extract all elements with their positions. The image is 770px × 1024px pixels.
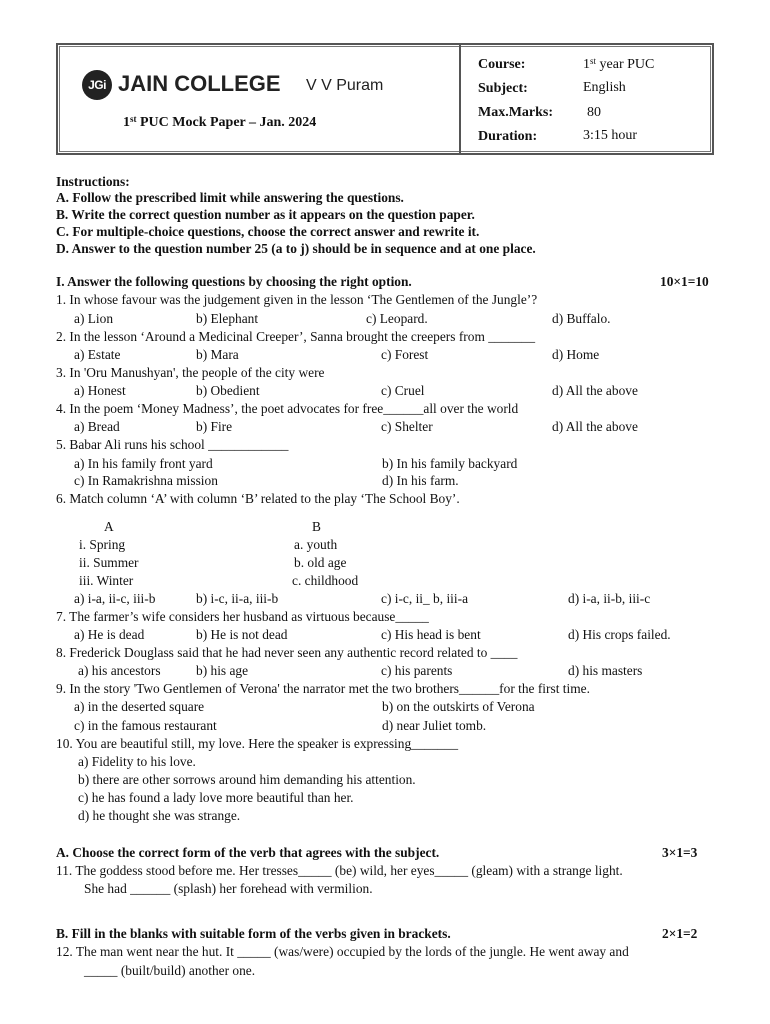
section-b-marks: 2×1=2 — [662, 926, 698, 941]
section-a-heading: A. Choose the correct form of the verb that agrees with the subject. — [56, 845, 440, 860]
subject-label: Subject: — [478, 81, 528, 96]
option-7c: c) His head is bent — [381, 627, 481, 642]
instruction-item: C. For multiple-choice questions, choose the correct answer and rewrite it. — [56, 224, 480, 239]
option-10b: b) there are other sorrows around him demanding his attention. — [78, 772, 416, 787]
option-5c: c) In Ramakrishna mission — [74, 473, 218, 488]
option-10a: a) Fidelity to his love. — [78, 754, 196, 769]
option-7d: d) His crops failed. — [568, 627, 671, 642]
option-2b: b) Mara — [196, 347, 239, 362]
question-3: 3. In 'Oru Manushyan', the people of the city were — [56, 365, 325, 380]
option-4a: a) Bread — [74, 419, 120, 434]
option-3a: a) Honest — [74, 383, 126, 398]
option-4b: b) Fire — [196, 419, 233, 434]
option-6c: c) i-c, ii_ b, iii-a — [381, 591, 469, 606]
instruction-item: D. Answer to the question number 25 (a to j) should be in sequence and at one place. — [56, 241, 536, 256]
option-3b: b) Obedient — [196, 383, 260, 398]
question-11: 11. The goddess stood before me. Her tresses_____ (be) wild, her eyes_____ (gleam) with a strange light. — [56, 863, 623, 878]
option-2c: c) Forest — [381, 347, 429, 362]
question-6: 6. Match column ‘A’ with column ‘B’ related to the play ‘The School Boy’. — [56, 491, 460, 506]
option-1b: b) Elephant — [196, 311, 259, 326]
option-3c: c) Cruel — [381, 383, 425, 398]
option-8c: c) his parents — [381, 663, 453, 678]
option-9b: b) on the outskirts of Verona — [382, 699, 535, 714]
question-7: 7. The farmer’s wife considers her husband as virtuous because_____ — [56, 609, 429, 624]
max-marks-label: Max.Marks: — [478, 105, 554, 120]
option-5b: b) In his family backyard — [382, 456, 518, 471]
option-2a: a) Estate — [74, 347, 121, 362]
option-10c: c) he has found a lady love more beautiful than her. — [78, 790, 354, 805]
option-3d: d) All the above — [552, 383, 638, 398]
option-6d: d) i-a, ii-b, iii-c — [568, 591, 651, 606]
question-9: 9. In the story 'Two Gentlemen of Verona' the narrator met the two brothers______for the first time. — [56, 681, 590, 696]
option-8d: d) his masters — [568, 663, 643, 678]
column-b-item: c. childhood — [292, 573, 359, 588]
max-marks-value: 80 — [587, 105, 601, 120]
option-6a: a) i-a, ii-c, iii-b — [74, 591, 156, 606]
option-8b: b) his age — [196, 663, 249, 678]
section-1-marks: 10×1=10 — [660, 274, 709, 289]
course-label: Course: — [478, 57, 526, 72]
option-7b: b) He is not dead — [196, 627, 288, 642]
column-b-item: b. old age — [294, 555, 347, 570]
question-8: 8. Frederick Douglass said that he had never seen any authentic record related to ____ — [56, 645, 518, 660]
question-5: 5. Babar Ali runs his school ____________ — [56, 437, 289, 452]
question-10: 10. You are beautiful still, my love. Here the speaker is expressing_______ — [56, 736, 459, 751]
duration-value: 3:15 hour — [583, 128, 638, 143]
question-11-continued: She had ______ (splash) her forehead with vermilion. — [84, 881, 373, 896]
option-10d: d) he thought she was strange. — [78, 808, 241, 823]
question-1: 1. In whose favour was the judgement given in the lesson ‘The Gentlemen of the Jungle’? — [56, 292, 538, 307]
question-4: 4. In the poem ‘Money Madness’, the poet advocates for free______all over the world — [56, 401, 519, 416]
question-2: 2. In the lesson ‘Around a Medicinal Creeper’, Sanna brought the creepers from _______ — [56, 329, 536, 344]
instruction-item: A. Follow the prescribed limit while answering the questions. — [56, 190, 404, 205]
option-4c: c) Shelter — [381, 419, 433, 434]
option-9d: d) near Juliet tomb. — [382, 718, 487, 733]
option-5a: a) In his family front yard — [74, 456, 213, 471]
section-1-heading: I. Answer the following questions by choosing the right option. — [56, 274, 412, 289]
college-campus: V V Puram — [306, 77, 384, 94]
option-4d: d) All the above — [552, 419, 638, 434]
option-2d: d) Home — [552, 347, 600, 362]
subject-value: English — [583, 80, 626, 95]
question-12: 12. The man went near the hut. It _____ (was/were) occupied by the lords of the jungle. He went away and — [56, 944, 629, 959]
header-divider — [459, 43, 461, 155]
instruction-item: B. Write the correct question number as it appears on the question paper. — [56, 207, 475, 222]
column-b-header: B — [312, 519, 321, 534]
option-9a: a) in the deserted square — [74, 699, 205, 714]
option-1d: d) Buffalo. — [552, 311, 611, 326]
column-a-item: ii. Summer — [79, 555, 139, 570]
column-a-item: i. Spring — [79, 537, 126, 552]
option-1a: a) Lion — [74, 311, 114, 326]
mock-paper-title: 1st PUC Mock Paper – Jan. 2024 — [123, 114, 317, 130]
course-value: 1st year PUC — [583, 56, 655, 72]
option-7a: a) He is dead — [74, 627, 145, 642]
question-12-continued: _____ (built/build) another one. — [84, 963, 256, 978]
section-b-heading: B. Fill in the blanks with suitable form of the verbs given in brackets. — [56, 926, 451, 941]
option-1c: c) Leopard. — [366, 311, 428, 326]
college-name: JAIN COLLEGE — [118, 71, 281, 96]
column-b-item: a. youth — [294, 537, 338, 552]
option-9c: c) in the famous restaurant — [74, 718, 217, 733]
section-a-marks: 3×1=3 — [662, 845, 698, 860]
column-a-header: A — [104, 519, 114, 534]
option-8a: a) his ancestors — [78, 663, 161, 678]
option-6b: b) i-c, ii-a, iii-b — [196, 591, 279, 606]
column-a-item: iii. Winter — [79, 573, 134, 588]
instructions-title: Instructions: — [56, 174, 130, 189]
college-logo-icon: JGi — [82, 70, 112, 100]
duration-label: Duration: — [478, 129, 538, 144]
option-5d: d) In his farm. — [382, 473, 459, 488]
